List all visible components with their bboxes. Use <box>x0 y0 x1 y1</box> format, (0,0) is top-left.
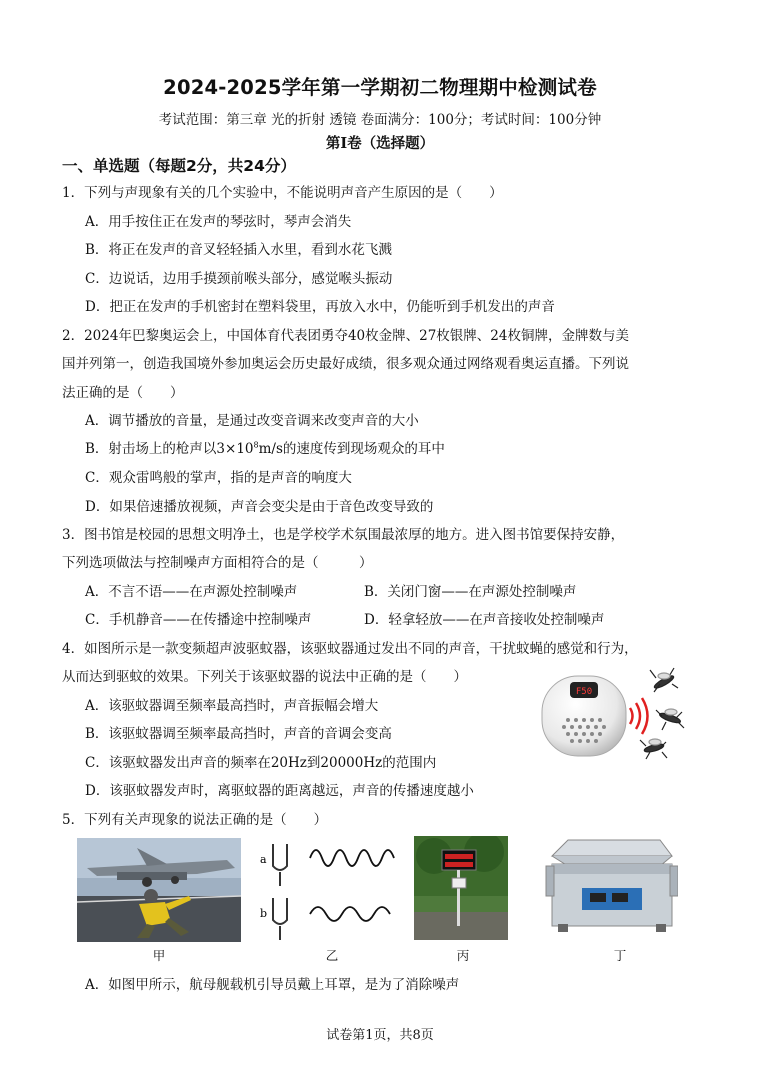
q2-option-a: A．调节播放的音量，是通过改变音调来改变声音的大小 <box>85 413 419 429</box>
ultrasonic-cleaner-photo <box>538 836 678 940</box>
exam-title: 2024-2025学年第一学期初二物理期中检测试卷 <box>163 76 597 99</box>
q4-option-d: D．该驱蚊器发声时，离驱蚊器的距离越远，声音的传播速度越小 <box>85 783 474 799</box>
volume-heading: 第Ⅰ卷（选择题） <box>325 135 435 152</box>
exam-scope: 考试范围：第三章 光的折射 透镜 卷面满分：100分；考试时间：100分钟 <box>158 112 602 128</box>
q2-option-b: B．射击场上的枪声以$3\times 10^8m/s$的速度传到现场观众的耳中 <box>85 440 445 457</box>
tuning-fork-waves-figure <box>258 836 408 944</box>
q2-option-d: D．如果倍速播放视频，声音会变尖是由于音色改变导致的 <box>85 499 434 515</box>
q5-option-a: A．如图甲所示，航母舰载机引导员戴上耳罩，是为了消除噪声 <box>85 977 460 993</box>
q1-option-c: C．边说话，边用手摸颈前喉头部分，感觉喉头振动 <box>85 271 393 287</box>
wave-a <box>310 850 394 866</box>
q1-option-b: B．将正在发声的音叉轻轻插入水里，看到水花飞溅 <box>85 242 392 258</box>
q5-stem: 5．下列有关声现象的说法正确的是（ ） <box>62 812 328 828</box>
q3-stem-line1: 3．图书馆是校园的思想文明净土，也是学校学术氛围最浓厚的地方。进入图书馆要保持安静， <box>62 527 625 543</box>
sound-wave-icon <box>630 698 648 734</box>
section-heading: 一、单选题（每题2分，共24分） <box>62 157 296 175</box>
q3-option-d: D．轻拿轻放——在声音接收处控制噪声 <box>364 612 605 628</box>
fig-label-jia: 甲 <box>152 948 166 963</box>
q4-option-b: B．该驱蚊器调至频率最高挡时，声音的音调会变高 <box>85 726 392 742</box>
fig-label-ding: 丁 <box>613 948 627 963</box>
mosquito-repeller-figure <box>538 660 688 770</box>
q4-stem-line1: 4．如图所示是一款变频超声波驱蚊器，该驱蚊器通过发出不同的声音，干扰蚊蝇的感觉和行为， <box>62 641 638 657</box>
svg-text:F50: F50 <box>575 687 593 697</box>
q3-option-c: C．手机静音——在传播途中控制噪声 <box>85 612 312 628</box>
carrier-deck-photo <box>77 838 241 942</box>
q4-stem-line2: 从而达到驱蚊的效果。下列关于该驱蚊器的说法中正确的是（ ） <box>62 669 467 685</box>
q2-stem-line1: 2．2024年巴黎奥运会上，中国体育代表团勇夺40枚金牌、27枚银牌、24枚铜牌，金牌数与美 <box>62 328 629 344</box>
tuning-fork-icon <box>273 844 287 940</box>
q2-stem-line2: 国并列第一，创造我国境外参加奥运会历史最好成绩，很多观众通过网络观看奥运直播。下列说 <box>62 356 629 372</box>
wave-b <box>310 907 390 921</box>
fig-label-bing: 丙 <box>456 948 470 963</box>
noise-monitor-photo <box>414 836 508 940</box>
q3-stem-line2: 下列选项做法与控制噪声方面相符合的是（ ） <box>62 555 373 571</box>
fig-label-yi: 乙 <box>325 948 339 963</box>
fork-label-b: b <box>260 907 268 920</box>
q4-option-a: A．该驱蚊器调至频率最高挡时，声音振幅会增大 <box>85 698 379 714</box>
q1-stem: 1．下列与声现象有关的几个实验中，不能说明声音产生原因的是（ ） <box>62 185 503 201</box>
q2-option-c: C．观众雷鸣般的掌声，指的是声音的响度大 <box>85 470 352 486</box>
q4-option-c: C．该驱蚊器发出声音的频率在20Hz到20000Hz的范围内 <box>85 755 437 771</box>
page-footer: 试卷第1页，共8页 <box>326 1028 434 1043</box>
q1-option-a: A．用手按住正在发声的琴弦时，琴声会消失 <box>85 214 352 230</box>
q3-option-b: B．关闭门窗——在声源处控制噪声 <box>364 584 577 600</box>
q2-stem-line3: 法正确的是（ ） <box>62 385 184 401</box>
q1-option-d: D．把正在发声的手机密封在塑料袋里，再放入水中，仍能听到手机发出的声音 <box>85 299 555 315</box>
fork-label-a: a <box>260 853 267 866</box>
q3-option-a: A．不言不语——在声源处控制噪声 <box>85 584 298 600</box>
